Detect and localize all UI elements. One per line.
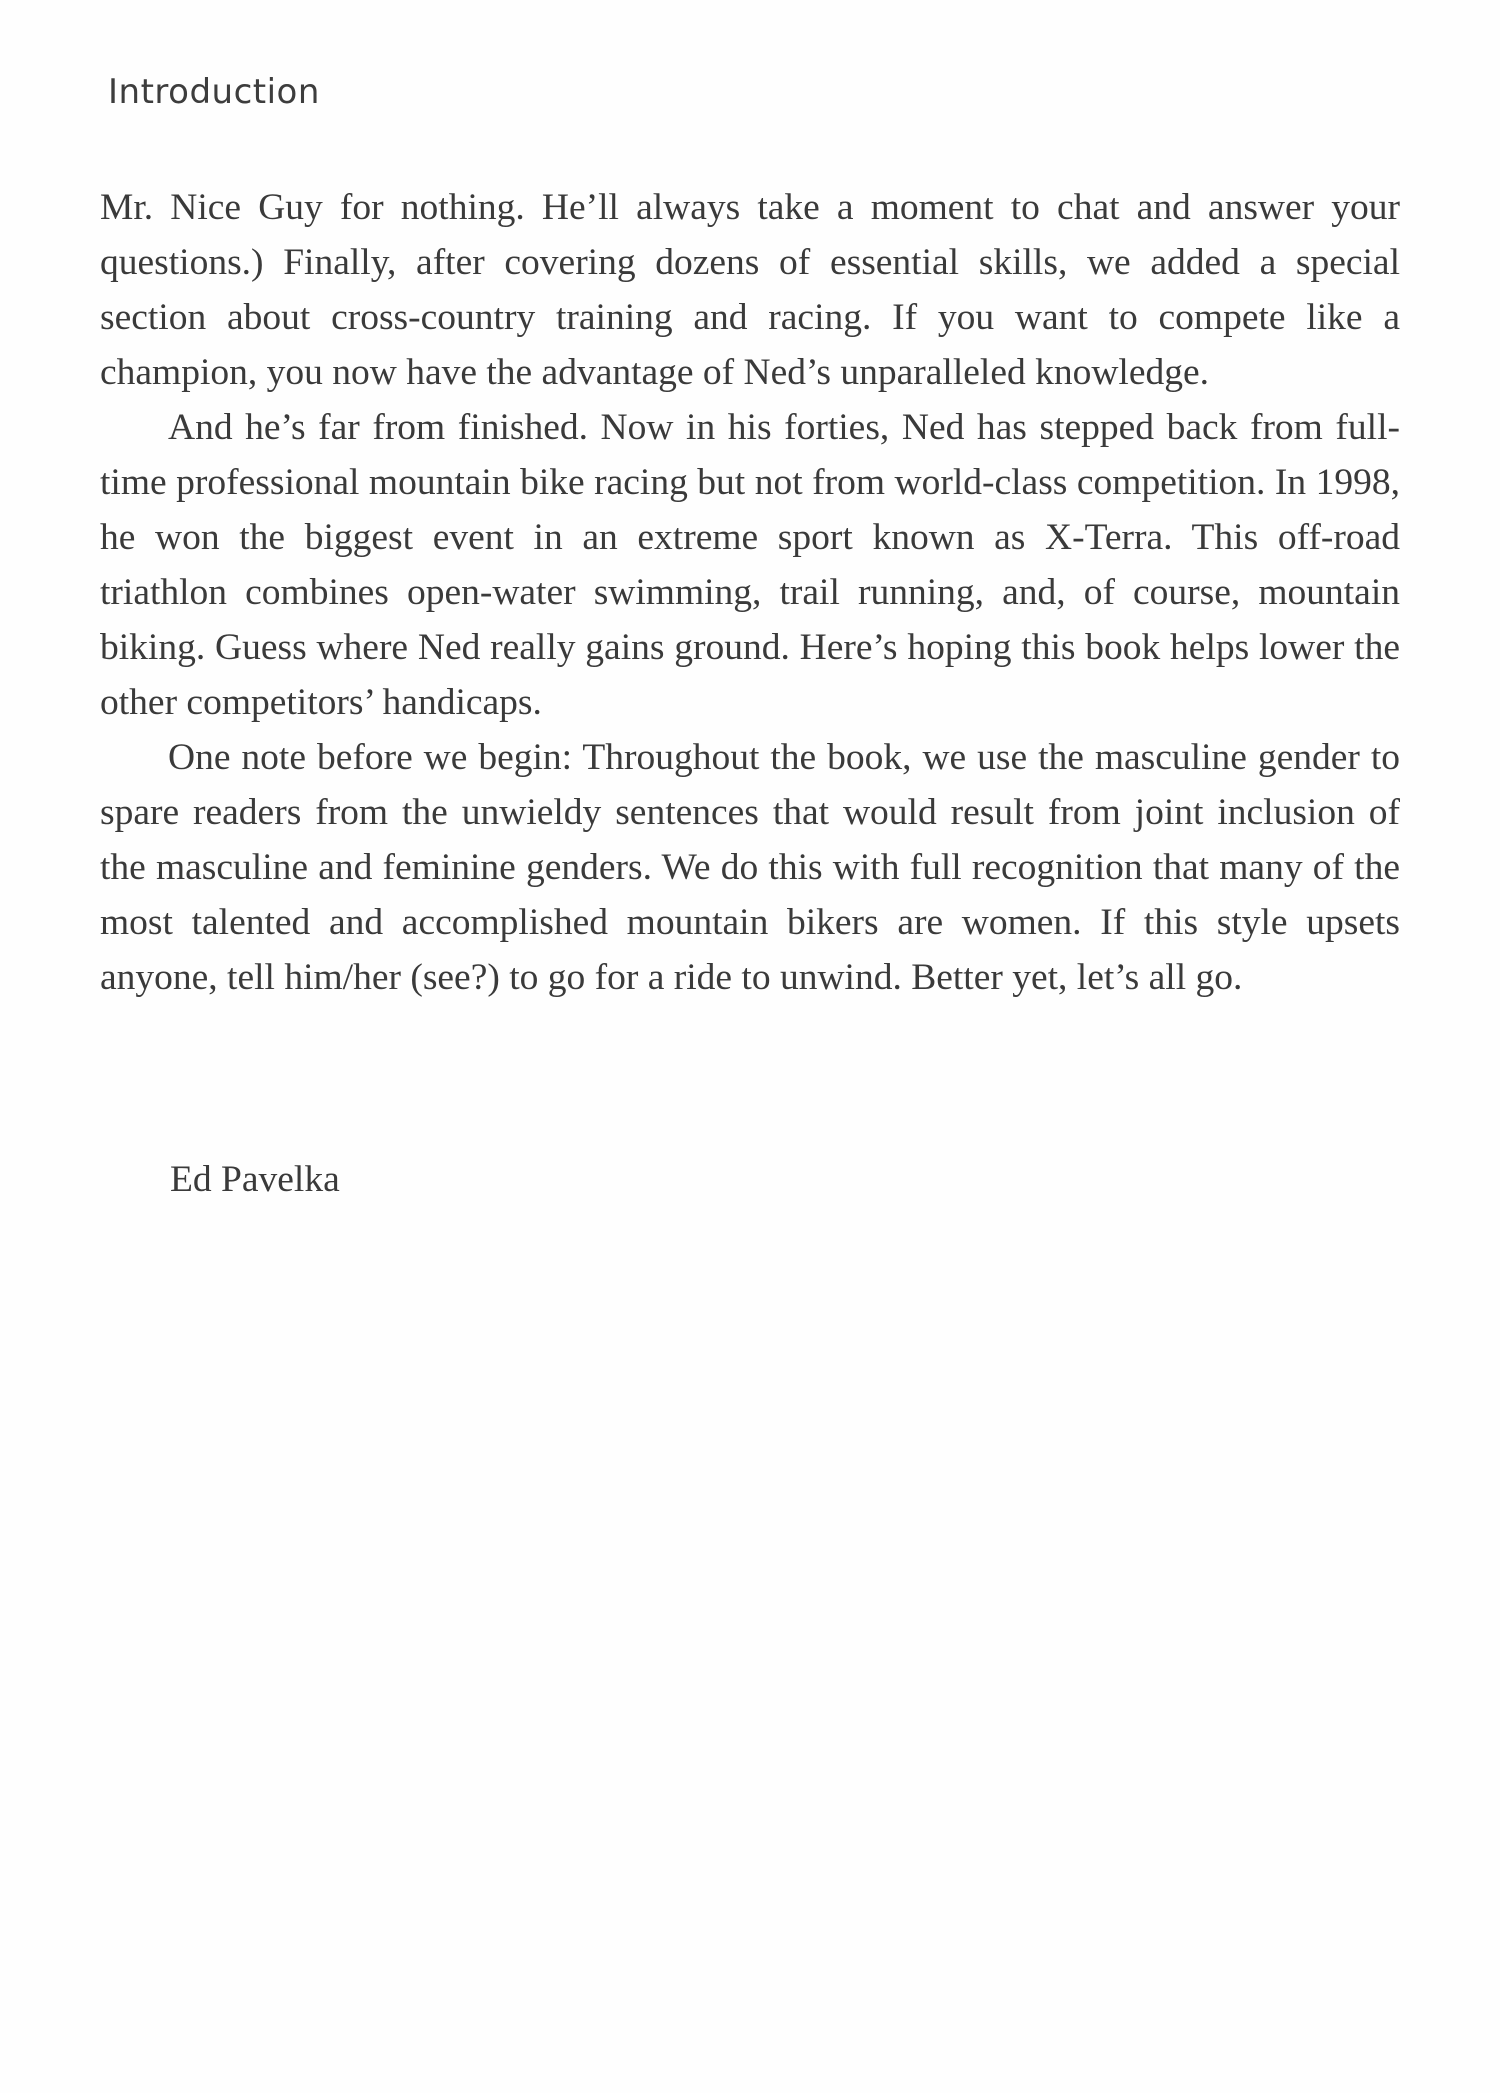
author-signature: Ed Pavelka [170,1159,340,1200]
paragraph-ned-career: And he’s far from finished. Now in his forties, Ned has stepped back from full-time professional mountain bike racing but not from world-class competition. In 1998, he won the biggest event in an extreme sport known as X-Terra. This off-road triathlon combines open-water swimming, trail running, and, of course, mountain biking. Guess where Ned really gains ground. Here’s hoping this book helps lower the other competitors’ handicaps. [100,407,1400,723]
running-head: Introduction [108,72,320,112]
body-text [100,180,1400,1005]
paragraph-continuation: Mr. Nice Guy for nothing. He’ll always take a moment to chat and answer your questions.) Finally, after covering dozens of essential skills, we added a special section about cross-country training and racing. If you want to compete like a champion, you now have the advantage of Ned’s unparalleled knowledge. [100,187,1400,393]
paragraph-gender-note: One note before we begin: Throughout the book, we use the masculine gender to spare readers from the unwieldy sentences that would result from joint inclusion of the masculine and feminine genders. We do this with full recognition that many of the most talented and accomplished mountain bikers are women. If this style upsets anyone, tell him/her (see?) to go for a ride to unwind. Better yet, let’s all go. [100,737,1400,998]
